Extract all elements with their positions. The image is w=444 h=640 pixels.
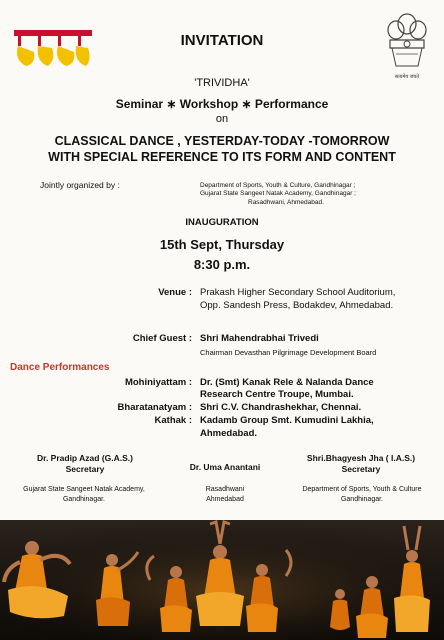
venue-line-2: Opp. Sandesh Press, Bodakdev, Ahmedabad. — [200, 300, 394, 311]
invitation-heading: INVITATION — [180, 32, 264, 49]
event-time: 8:30 p.m. — [193, 257, 251, 272]
emblem-motto: सत्यमेव जयते — [394, 74, 420, 80]
signatory-org: Gandhinagar. — [340, 496, 384, 503]
kathak-label: Kathak : — [154, 415, 192, 426]
inauguration-heading: INAUGURATION — [185, 217, 259, 228]
signatory-org: Gujarat State Sangeet Natak Academy, — [23, 486, 145, 493]
organizer-line: Gujarat State Sangeet Natak Academy, Gandhinagar ; — [200, 190, 356, 197]
chief-guest-label: Chief Guest : — [132, 333, 192, 344]
dancers-photo — [0, 520, 444, 640]
on-label: on — [215, 113, 229, 125]
signatory-role: Secretary — [65, 464, 105, 474]
kathak-performer: Kadamb Group Smt. Kumudini Lakhia, — [200, 415, 374, 426]
kathak-performer: Ahmedabad. — [200, 428, 258, 439]
signatory-name: Dr. Pradip Azad (G.A.S.) — [36, 453, 134, 463]
theme-line-1: CLASSICAL DANCE , YESTERDAY-TODAY -TOMORROW — [54, 134, 390, 148]
event-name: 'TRIVIDHA' — [194, 77, 250, 89]
bharatanatyam-label: Bharatanatyam : — [117, 402, 192, 413]
dance-performances-heading: Dance Performances — [10, 362, 110, 373]
signatory-name: Shri.Bhagyesh Jha ( I.A.S.) — [306, 453, 416, 463]
venue-label: Venue : — [158, 287, 192, 298]
mohiniyattam-performer: Dr. (Smt) Kanak Rele & Nalanda Dance — [200, 377, 374, 388]
chief-guest-title: Chairman Devasthan Pilgrimage Development Board — [200, 348, 377, 357]
chief-guest-name: Shri Mahendrabhai Trivedi — [200, 333, 319, 344]
mohiniyattam-label: Mohiniyattam : — [124, 377, 192, 388]
venue-line-1: Prakash Higher Secondary School Auditorium, — [200, 287, 396, 298]
mohiniyattam-performer: Research Centre Troupe, Mumbai. — [200, 389, 354, 400]
jointly-label: Jointly organized by : — [40, 180, 120, 190]
event-type: Seminar ∗ Workshop ∗ Performance — [115, 97, 329, 111]
bharatanatyam-performer: Shri C.V. Chandrashekhar, Chennai. — [200, 402, 362, 413]
signatory-org: Gandhinagar. — [62, 496, 106, 503]
organizer-line: Department of Sports, Youth & Culture, Gandhinagar ; — [200, 182, 356, 189]
event-date: 15th Sept, Thursday — [159, 237, 285, 252]
signatory-org: Ahmedabad — [206, 496, 244, 503]
theme-line-2: WITH SPECIAL REFERENCE TO ITS FORM AND CONTENT — [48, 150, 396, 164]
signatory-org: Rasadhwani — [205, 486, 245, 493]
signatory-name: Dr. Uma Anantani — [189, 462, 261, 472]
signatory-org: Department of Sports, Youth & Culture — [302, 486, 422, 493]
organizer-line: Rasadhwani, Ahmedabad. — [248, 199, 324, 206]
signatory-role: Secretary — [341, 464, 381, 474]
